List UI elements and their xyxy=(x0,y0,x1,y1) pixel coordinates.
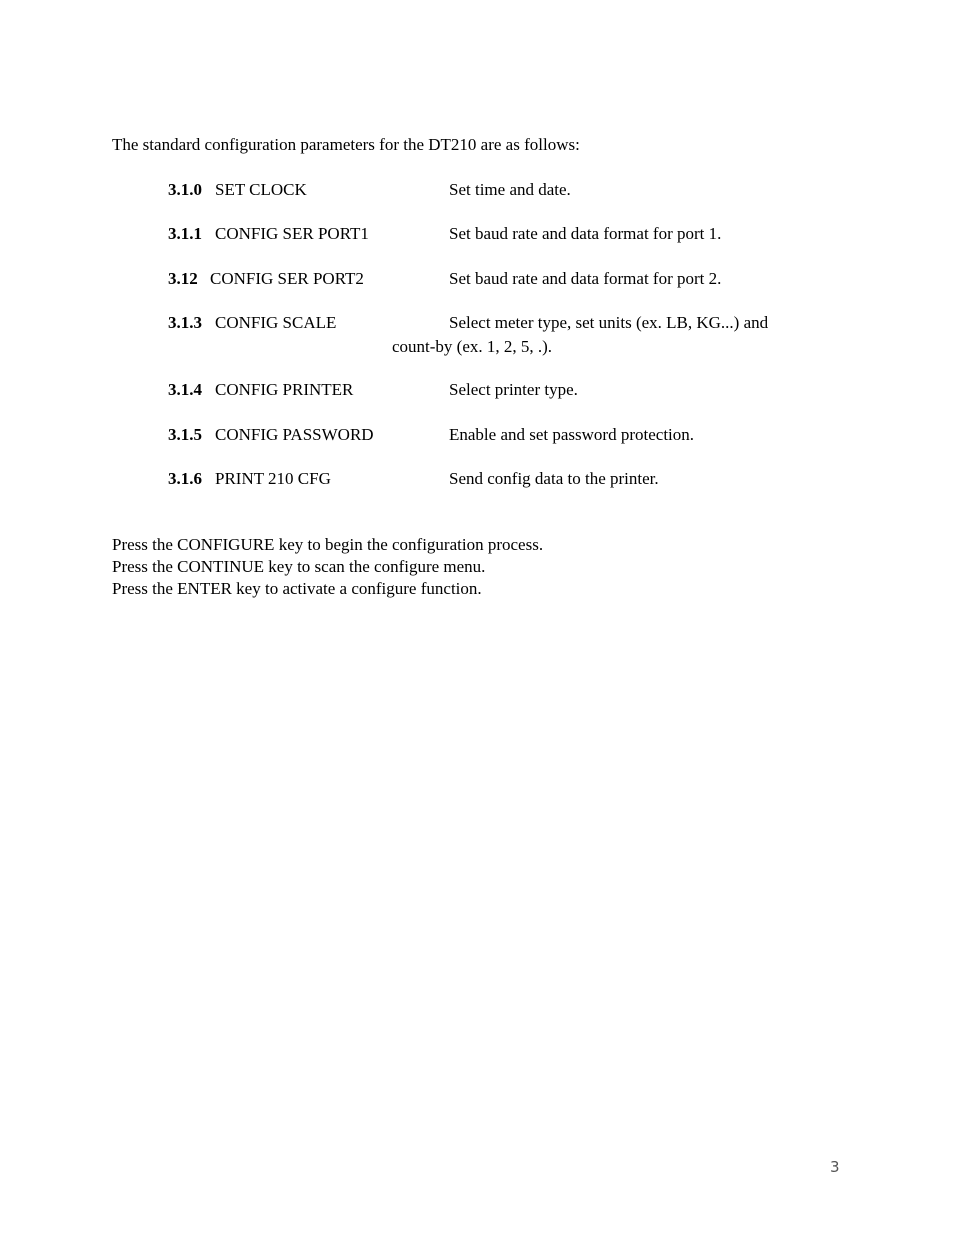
parameter-number: 3.1.5 xyxy=(168,425,202,444)
intro-text: The standard configuration parameters for the DT210 are as follows: xyxy=(112,135,580,154)
instruction-line: Press the CONTINUE key to scan the configure menu. xyxy=(112,557,486,576)
parameter-description: Set baud rate and data format for port 2. xyxy=(449,269,722,288)
parameter-description: Select printer type. xyxy=(449,380,578,399)
parameter-description: Enable and set password protection. xyxy=(449,425,695,444)
parameter-description: Send config data to the printer. xyxy=(449,469,659,488)
parameter-number: 3.1.1 xyxy=(168,224,202,243)
parameter-name: SET CLOCK xyxy=(215,180,307,199)
parameter-description-continued: count-by (ex. 1, 2, 5, .). xyxy=(392,337,553,356)
parameter-name: CONFIG PASSWORD xyxy=(215,425,374,444)
parameter-name: CONFIG SER PORT2 xyxy=(210,269,364,288)
parameter-number: 3.1.3 xyxy=(168,313,202,332)
parameter-name: PRINT 210 CFG xyxy=(215,469,331,488)
parameter-description: Set baud rate and data format for port 1. xyxy=(449,224,722,243)
parameter-number: 3.1.6 xyxy=(168,469,202,488)
instruction-line: Press the ENTER key to activate a configure function. xyxy=(112,579,482,598)
instructions-block xyxy=(112,534,543,600)
parameter-number: 3.1.4 xyxy=(168,380,202,399)
parameter-number: 3.12 xyxy=(168,269,198,288)
parameter-name: CONFIG SER PORT1 xyxy=(215,224,369,243)
parameter-description: Select meter type, set units (ex. LB, KG...) and xyxy=(449,313,769,332)
instruction-line: Press the CONFIGURE key to begin the configuration process. xyxy=(112,535,544,554)
parameter-number: 3.1.0 xyxy=(168,180,202,199)
parameter-name: CONFIG PRINTER xyxy=(215,380,354,399)
parameter-name: CONFIG SCALE xyxy=(215,313,337,332)
page-number: 3 xyxy=(830,1158,840,1176)
parameter-description: Set time and date. xyxy=(449,180,571,199)
